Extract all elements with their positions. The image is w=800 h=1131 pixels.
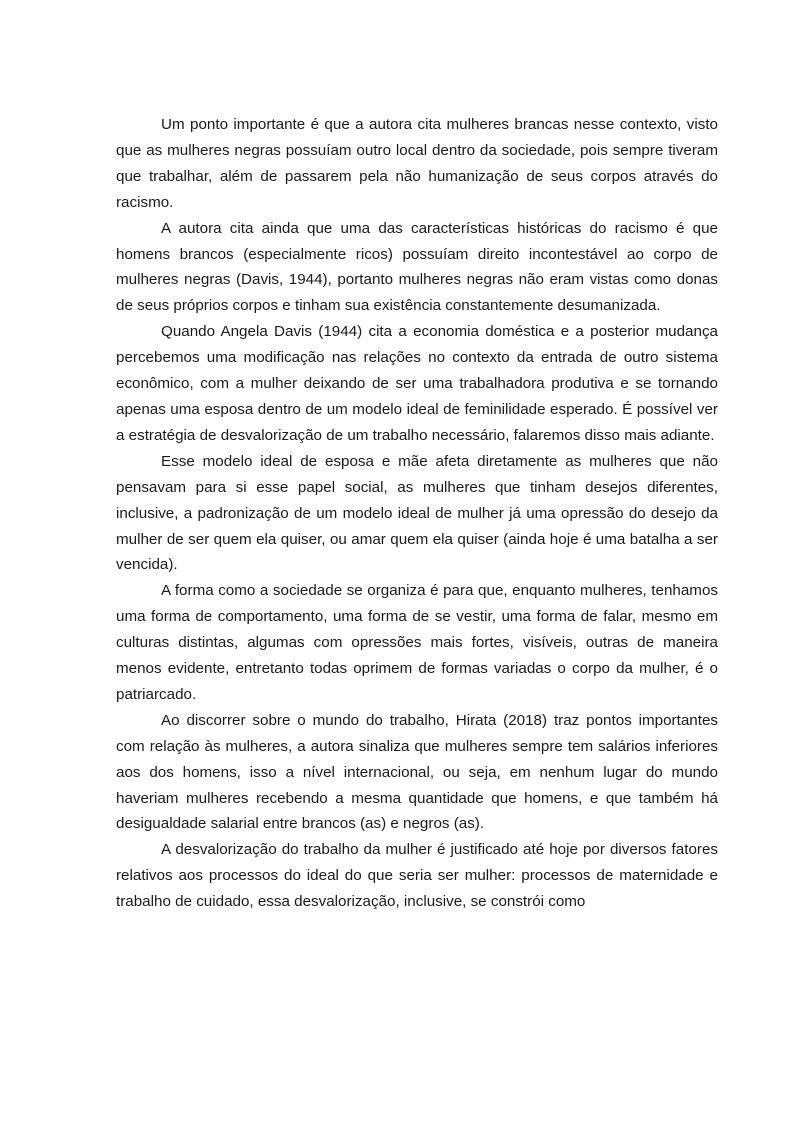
paragraph-3: Quando Angela Davis (1944) cita a economia doméstica e a posterior mudança percebemos uma modificação nas relações no contexto da entrada de outro sistema econômico, com a mulher deixando de ser uma trabalhadora produtiva e se tornando apenas uma esposa dentro de um modelo ideal de feminilidade esperado. É possível ver a estratégia de desvalorização de um trabalho necessário, falaremos disso mais adiante. [116,323,718,444]
body-text [116,112,718,915]
paragraph-4: Esse modelo ideal de esposa e mãe afeta diretamente as mulheres que não pensavam para si esse papel social, as mulheres que tinham desejos diferentes, inclusive, a padronização de um modelo ideal de mulher já uma opressão do desejo da mulher de ser quem ela quiser, ou amar quem ela quiser (ainda hoje é uma batalha a ser vencida). [116,452,718,574]
paragraph-2: A autora cita ainda que uma das características históricas do racismo é que homens brancos (especialmente ricos) possuíam direito incontestável ao corpo de mulheres negras (Davis, 1944), portanto mulheres negras não eram vistas como donas de seus próprios corpos e tinham sua existência constantemente desumanizada. [116,219,718,315]
paragraph-5: A forma como a sociedade se organiza é para que, enquanto mulheres, tenhamos uma forma de comportamento, uma forma de se vestir, uma forma de falar, mesmo em culturas distintas, algumas com opressões mais fortes, visíveis, outras de maneira menos evidente, entretanto todas oprimem de formas variadas o corpo da mulher, é o patriarcado. [116,582,718,703]
paragraph-6: Ao discorrer sobre o mundo do trabalho, Hirata (2018) traz pontos importantes com relação às mulheres, a autora sinaliza que mulheres sempre tem salários inferiores aos dos homens, isso a nível internacional, ou seja, em nenhum lugar do mundo haveriam mulheres recebendo a mesma quantidade que homens, e que também há desigualdade salarial entre brancos (as) e negros (as). [116,711,718,833]
paragraph-1: Um ponto importante é que a autora cita mulheres brancas nesse contexto, visto que as mulheres negras possuíam outro local dentro da sociedade, pois sempre tiveram que trabalhar, além de passarem pela não humanização de seus corpos através do racismo. [116,116,718,211]
paragraph-7: A desvalorização do trabalho da mulher é justificado até hoje por diversos fatores relativos aos processos do ideal do que seria ser mulher: processos de maternidade e trabalho de cuidado, essa desvalorização, inclusive, se constrói como [116,841,718,911]
